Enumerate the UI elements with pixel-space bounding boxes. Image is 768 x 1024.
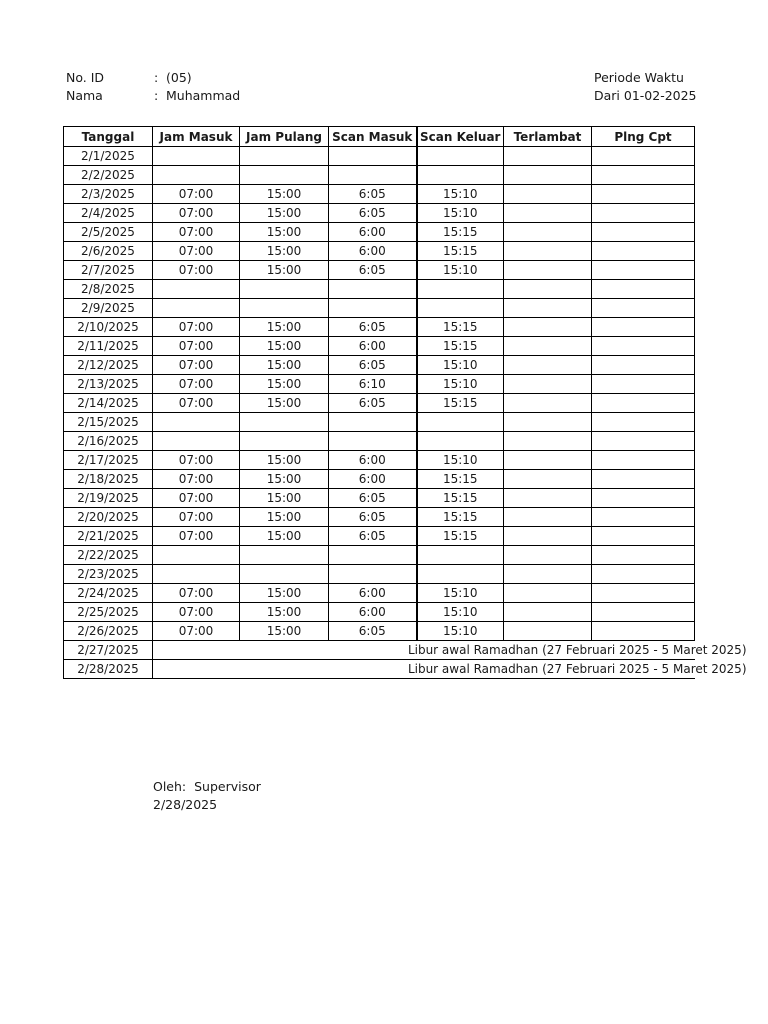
cell-scan-keluar: 15:10: [417, 622, 504, 641]
table-row: [64, 527, 695, 546]
table-row: [64, 603, 695, 622]
signed-by-label: Oleh:: [153, 779, 187, 794]
cell-jam-pulang: 15:00: [240, 356, 329, 375]
cell-scan-masuk: 6:05: [329, 261, 417, 280]
cell-jam-pulang: 15:00: [240, 527, 329, 546]
table-row: [64, 299, 695, 318]
cell-jam-masuk: [153, 280, 240, 299]
cell-terlambat: [504, 318, 592, 337]
cell-terlambat: [504, 584, 592, 603]
table-row: [64, 375, 695, 394]
cell-date: 2/20/2025: [64, 508, 153, 527]
cell-scan-masuk: 6:05: [329, 527, 417, 546]
table-row: [64, 470, 695, 489]
id-line: [66, 69, 240, 87]
cell-jam-pulang: 15:00: [240, 470, 329, 489]
cell-scan-keluar: 15:10: [417, 584, 504, 603]
cell-plng-cpt: [592, 280, 695, 299]
signed-by-value: Supervisor: [194, 779, 261, 794]
cell-scan-masuk: [329, 565, 417, 584]
cell-scan-keluar: 15:10: [417, 356, 504, 375]
cell-terlambat: [504, 546, 592, 565]
cell-jam-pulang: 15:00: [240, 185, 329, 204]
cell-date: 2/19/2025: [64, 489, 153, 508]
cell-terlambat: [504, 299, 592, 318]
cell-plng-cpt: [592, 546, 695, 565]
name-line: [66, 87, 240, 105]
cell-date: 2/11/2025: [64, 337, 153, 356]
cell-date: 2/22/2025: [64, 546, 153, 565]
table-row: [64, 413, 695, 432]
cell-plng-cpt: [592, 337, 695, 356]
cell-scan-keluar: 15:10: [417, 261, 504, 280]
cell-terlambat: [504, 432, 592, 451]
table-row: [64, 223, 695, 242]
cell-jam-masuk: 07:00: [153, 242, 240, 261]
col-header-plng-cpt: Plng Cpt: [592, 127, 695, 147]
cell-scan-masuk: 6:05: [329, 394, 417, 413]
cell-jam-pulang: 15:00: [240, 242, 329, 261]
cell-plng-cpt: [592, 242, 695, 261]
cell-plng-cpt: [592, 527, 695, 546]
cell-scan-masuk: 6:00: [329, 451, 417, 470]
table-row: [64, 622, 695, 641]
table-row: [64, 318, 695, 337]
cell-terlambat: [504, 204, 592, 223]
cell-scan-keluar: 15:15: [417, 242, 504, 261]
cell-date: 2/6/2025: [64, 242, 153, 261]
cell-plng-cpt: [592, 356, 695, 375]
period-value: Dari 01-02-2025: [594, 88, 697, 103]
cell-plng-cpt: [592, 565, 695, 584]
cell-jam-pulang: [240, 565, 329, 584]
cell-jam-pulang: 15:00: [240, 337, 329, 356]
cell-jam-masuk: [153, 546, 240, 565]
cell-plng-cpt: [592, 584, 695, 603]
table-row: [64, 280, 695, 299]
cell-jam-pulang: 15:00: [240, 584, 329, 603]
cell-plng-cpt: [592, 166, 695, 185]
cell-jam-masuk: 07:00: [153, 584, 240, 603]
cell-date: 2/16/2025: [64, 432, 153, 451]
name-value: Muhammad: [166, 88, 241, 103]
cell-plng-cpt: [592, 204, 695, 223]
cell-scan-keluar: 15:15: [417, 394, 504, 413]
cell-jam-masuk: 07:00: [153, 508, 240, 527]
cell-jam-pulang: [240, 280, 329, 299]
cell-scan-keluar: 15:15: [417, 337, 504, 356]
cell-terlambat: [504, 223, 592, 242]
cell-plng-cpt: [592, 299, 695, 318]
cell-jam-pulang: [240, 413, 329, 432]
period-info: [594, 69, 697, 105]
cell-plng-cpt: [592, 508, 695, 527]
cell-plng-cpt: [592, 489, 695, 508]
cell-jam-masuk: [153, 432, 240, 451]
cell-terlambat: [504, 451, 592, 470]
cell-plng-cpt: [592, 318, 695, 337]
cell-jam-pulang: [240, 299, 329, 318]
cell-date: 2/17/2025: [64, 451, 153, 470]
cell-scan-keluar: [417, 166, 504, 185]
table-row-note: [64, 660, 695, 679]
cell-jam-pulang: 15:00: [240, 603, 329, 622]
cell-jam-pulang: 15:00: [240, 394, 329, 413]
attendance-table-container: [63, 126, 747, 679]
table-row: [64, 489, 695, 508]
cell-date: 2/7/2025: [64, 261, 153, 280]
cell-jam-masuk: 07:00: [153, 185, 240, 204]
cell-terlambat: [504, 508, 592, 527]
id-colon: :: [154, 70, 159, 85]
table-row: [64, 261, 695, 280]
table-row: [64, 356, 695, 375]
id-value: (05): [166, 70, 192, 85]
holiday-note-cell: [153, 660, 747, 679]
cell-jam-pulang: 15:00: [240, 318, 329, 337]
cell-plng-cpt: [592, 185, 695, 204]
col-header-scan-masuk: Scan Masuk: [329, 127, 417, 147]
cell-scan-keluar: [417, 280, 504, 299]
cell-jam-masuk: [153, 299, 240, 318]
cell-jam-masuk: 07:00: [153, 622, 240, 641]
cell-scan-keluar: [417, 413, 504, 432]
cell-scan-masuk: [329, 280, 417, 299]
cell-date: 2/13/2025: [64, 375, 153, 394]
table-row: [64, 565, 695, 584]
cell-terlambat: [504, 261, 592, 280]
cell-scan-masuk: 6:00: [329, 470, 417, 489]
attendance-table: [63, 126, 747, 679]
cell-date: 2/9/2025: [64, 299, 153, 318]
cell-terlambat: [504, 603, 592, 622]
cell-scan-keluar: [417, 147, 504, 166]
cell-scan-masuk: 6:05: [329, 185, 417, 204]
holiday-note: Libur awal Ramadhan (27 Februari 2025 - 5 Maret 2025): [407, 643, 747, 657]
cell-plng-cpt: [592, 261, 695, 280]
cell-jam-masuk: 07:00: [153, 451, 240, 470]
cell-jam-pulang: [240, 432, 329, 451]
cell-jam-masuk: 07:00: [153, 204, 240, 223]
name-colon: :: [154, 88, 159, 103]
cell-date: 2/26/2025: [64, 622, 153, 641]
table-row: [64, 147, 695, 166]
cell-scan-masuk: 6:05: [329, 622, 417, 641]
cell-plng-cpt: [592, 432, 695, 451]
employee-info: [66, 69, 240, 105]
cell-jam-masuk: 07:00: [153, 223, 240, 242]
holiday-note-cell: [153, 641, 747, 660]
cell-date: 2/3/2025: [64, 185, 153, 204]
cell-scan-keluar: 15:10: [417, 451, 504, 470]
cell-jam-pulang: 15:00: [240, 508, 329, 527]
cell-scan-masuk: 6:05: [329, 489, 417, 508]
signature-date: 2/28/2025: [153, 797, 218, 812]
cell-date: 2/18/2025: [64, 470, 153, 489]
cell-jam-pulang: 15:00: [240, 489, 329, 508]
cell-jam-masuk: [153, 565, 240, 584]
cell-plng-cpt: [592, 147, 695, 166]
cell-scan-masuk: [329, 166, 417, 185]
cell-scan-masuk: 6:05: [329, 508, 417, 527]
table-row: [64, 166, 695, 185]
cell-scan-masuk: 6:05: [329, 204, 417, 223]
cell-scan-masuk: 6:00: [329, 337, 417, 356]
col-header-scan-keluar: Scan Keluar: [417, 127, 504, 147]
cell-jam-masuk: 07:00: [153, 261, 240, 280]
cell-jam-pulang: [240, 147, 329, 166]
cell-jam-masuk: 07:00: [153, 337, 240, 356]
cell-plng-cpt: [592, 413, 695, 432]
cell-scan-masuk: 6:00: [329, 223, 417, 242]
cell-scan-masuk: [329, 413, 417, 432]
cell-jam-masuk: 07:00: [153, 527, 240, 546]
table-row: [64, 394, 695, 413]
cell-scan-keluar: 15:15: [417, 489, 504, 508]
cell-plng-cpt: [592, 603, 695, 622]
cell-scan-masuk: 6:05: [329, 318, 417, 337]
cell-date: 2/25/2025: [64, 603, 153, 622]
col-header-jam-pulang: Jam Pulang: [240, 127, 329, 147]
cell-jam-pulang: 15:00: [240, 223, 329, 242]
cell-scan-keluar: 15:10: [417, 204, 504, 223]
signed-by-line: [153, 778, 261, 796]
table-row: [64, 508, 695, 527]
cell-scan-masuk: [329, 299, 417, 318]
cell-scan-masuk: 6:05: [329, 356, 417, 375]
name-label: Nama: [66, 88, 103, 103]
cell-terlambat: [504, 185, 592, 204]
cell-scan-keluar: [417, 299, 504, 318]
cell-jam-pulang: [240, 166, 329, 185]
cell-scan-masuk: 6:00: [329, 584, 417, 603]
table-row: [64, 432, 695, 451]
cell-terlambat: [504, 413, 592, 432]
table-row: [64, 451, 695, 470]
cell-scan-keluar: 15:15: [417, 470, 504, 489]
cell-date: 2/4/2025: [64, 204, 153, 223]
cell-date: 2/23/2025: [64, 565, 153, 584]
cell-scan-masuk: 6:10: [329, 375, 417, 394]
id-label: No. ID: [66, 70, 105, 85]
cell-date: 2/12/2025: [64, 356, 153, 375]
cell-jam-pulang: 15:00: [240, 622, 329, 641]
cell-date: 2/10/2025: [64, 318, 153, 337]
holiday-note: Libur awal Ramadhan (27 Februari 2025 - 5 Maret 2025): [407, 662, 747, 676]
cell-jam-pulang: 15:00: [240, 375, 329, 394]
cell-jam-masuk: 07:00: [153, 394, 240, 413]
cell-plng-cpt: [592, 394, 695, 413]
cell-jam-pulang: 15:00: [240, 451, 329, 470]
cell-scan-keluar: 15:10: [417, 375, 504, 394]
cell-jam-masuk: [153, 413, 240, 432]
table-row: [64, 204, 695, 223]
cell-jam-masuk: 07:00: [153, 375, 240, 394]
cell-plng-cpt: [592, 375, 695, 394]
cell-jam-masuk: 07:00: [153, 318, 240, 337]
cell-date: 2/21/2025: [64, 527, 153, 546]
cell-scan-masuk: [329, 432, 417, 451]
signature-block: [153, 778, 261, 814]
cell-terlambat: [504, 527, 592, 546]
cell-jam-pulang: 15:00: [240, 261, 329, 280]
cell-plng-cpt: [592, 470, 695, 489]
cell-scan-keluar: 15:15: [417, 318, 504, 337]
cell-scan-keluar: [417, 565, 504, 584]
table-header-row: [64, 127, 695, 147]
cell-jam-masuk: 07:00: [153, 470, 240, 489]
table-row: [64, 185, 695, 204]
cell-terlambat: [504, 166, 592, 185]
cell-jam-masuk: 07:00: [153, 603, 240, 622]
cell-terlambat: [504, 280, 592, 299]
cell-jam-masuk: 07:00: [153, 489, 240, 508]
cell-terlambat: [504, 622, 592, 641]
cell-date: 2/28/2025: [64, 660, 153, 679]
cell-plng-cpt: [592, 223, 695, 242]
cell-jam-masuk: [153, 166, 240, 185]
cell-scan-masuk: 6:00: [329, 242, 417, 261]
cell-jam-pulang: 15:00: [240, 204, 329, 223]
cell-scan-keluar: [417, 432, 504, 451]
cell-terlambat: [504, 489, 592, 508]
table-row: [64, 337, 695, 356]
cell-date: 2/2/2025: [64, 166, 153, 185]
cell-scan-masuk: [329, 546, 417, 565]
cell-scan-masuk: 6:00: [329, 603, 417, 622]
cell-terlambat: [504, 394, 592, 413]
cell-date: 2/24/2025: [64, 584, 153, 603]
cell-plng-cpt: [592, 622, 695, 641]
cell-date: 2/5/2025: [64, 223, 153, 242]
col-header-terlambat: Terlambat: [504, 127, 592, 147]
cell-terlambat: [504, 147, 592, 166]
cell-terlambat: [504, 375, 592, 394]
cell-terlambat: [504, 337, 592, 356]
cell-scan-masuk: [329, 147, 417, 166]
cell-date: 2/15/2025: [64, 413, 153, 432]
cell-scan-keluar: 15:10: [417, 603, 504, 622]
cell-scan-keluar: 15:15: [417, 508, 504, 527]
cell-plng-cpt: [592, 451, 695, 470]
cell-date: 2/14/2025: [64, 394, 153, 413]
cell-terlambat: [504, 242, 592, 261]
cell-scan-keluar: 15:15: [417, 223, 504, 242]
cell-date: 2/8/2025: [64, 280, 153, 299]
cell-scan-keluar: [417, 546, 504, 565]
cell-scan-keluar: 15:15: [417, 527, 504, 546]
period-label: Periode Waktu: [594, 70, 684, 85]
table-row: [64, 546, 695, 565]
cell-date: 2/27/2025: [64, 641, 153, 660]
table-row-note: [64, 641, 695, 660]
cell-terlambat: [504, 565, 592, 584]
table-row: [64, 242, 695, 261]
cell-date: 2/1/2025: [64, 147, 153, 166]
cell-scan-keluar: 15:10: [417, 185, 504, 204]
cell-terlambat: [504, 470, 592, 489]
cell-jam-masuk: 07:00: [153, 356, 240, 375]
cell-terlambat: [504, 356, 592, 375]
cell-jam-masuk: [153, 147, 240, 166]
col-header-tanggal: Tanggal: [64, 127, 153, 147]
col-header-jam-masuk: Jam Masuk: [153, 127, 240, 147]
cell-jam-pulang: [240, 546, 329, 565]
table-row: [64, 584, 695, 603]
